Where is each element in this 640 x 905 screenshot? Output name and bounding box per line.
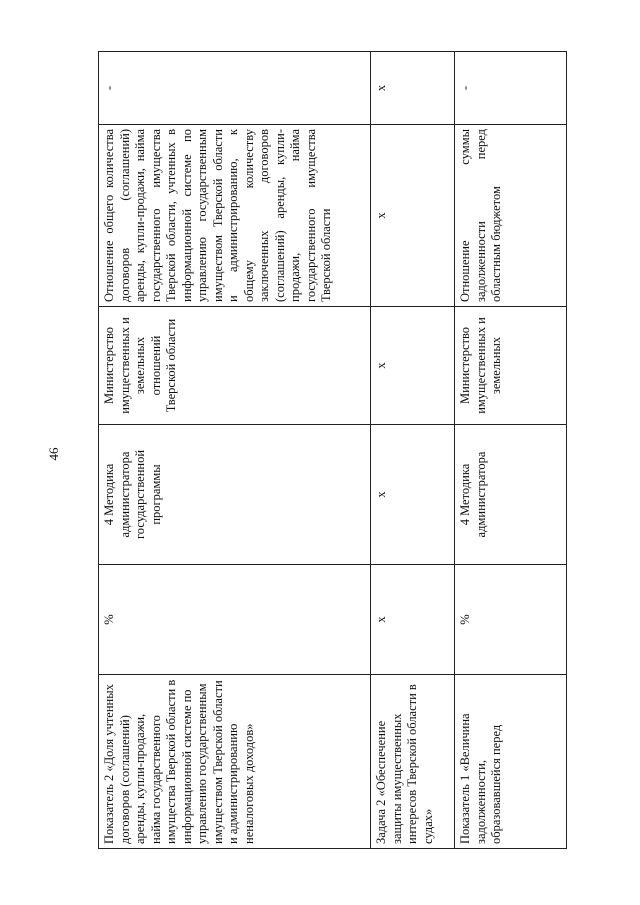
formula-cell: Отношение суммы задолженности перед областным бюджетом <box>455 125 567 307</box>
method-cell: х <box>371 425 455 565</box>
task-name-cell: Задача 2 «Обеспечение защиты имущественных интересов Тверской области в судах» <box>371 675 455 849</box>
unit-cell: х <box>371 565 455 675</box>
extra-cell: - <box>99 52 371 125</box>
indicator-name-cell: Показатель 1 «Величина задолженности, образовавшейся перед <box>455 675 567 849</box>
table-row <box>455 52 567 849</box>
unit-cell: % <box>455 565 567 675</box>
indicator-name-cell: Показатель 2 «Доля учтенных договоров (соглашений) аренды, купли-продажи, найма государственного имущества Тверской области в информационной системе по управлению государственным имуществом Тверской области и администрированию неналоговых доходов» <box>99 675 371 849</box>
formula-cell: Отношение общего количества договоров (соглашений) аренды, купли-продажи, найма государственного имущества Тверской области, учтенных в информационной системе по управлению государственным имуществом Тверской области и администрированию, к общему количеству заключенных договоров (соглашений) аренды, купли-продажи, найма государственного имущества Тверской области <box>99 125 371 307</box>
responsible-cell: Министерство имущественных и земельных <box>455 307 567 425</box>
extra-cell: х <box>371 52 455 125</box>
indicators-table <box>98 51 567 849</box>
table-row <box>371 52 455 849</box>
method-cell: 4 Методика администратора <box>455 425 567 565</box>
unit-cell: % <box>99 565 371 675</box>
page-number: 46 <box>46 447 61 461</box>
formula-cell: х <box>371 125 455 307</box>
table-row <box>99 52 371 849</box>
extra-cell: - <box>455 52 567 125</box>
responsible-cell: Министерство имущественных и земельных отношений Тверской области <box>99 307 371 425</box>
method-cell: 4 Методика администратора государственной программы <box>99 425 371 565</box>
responsible-cell: х <box>371 307 455 425</box>
rotated-table-wrapper <box>98 52 566 849</box>
